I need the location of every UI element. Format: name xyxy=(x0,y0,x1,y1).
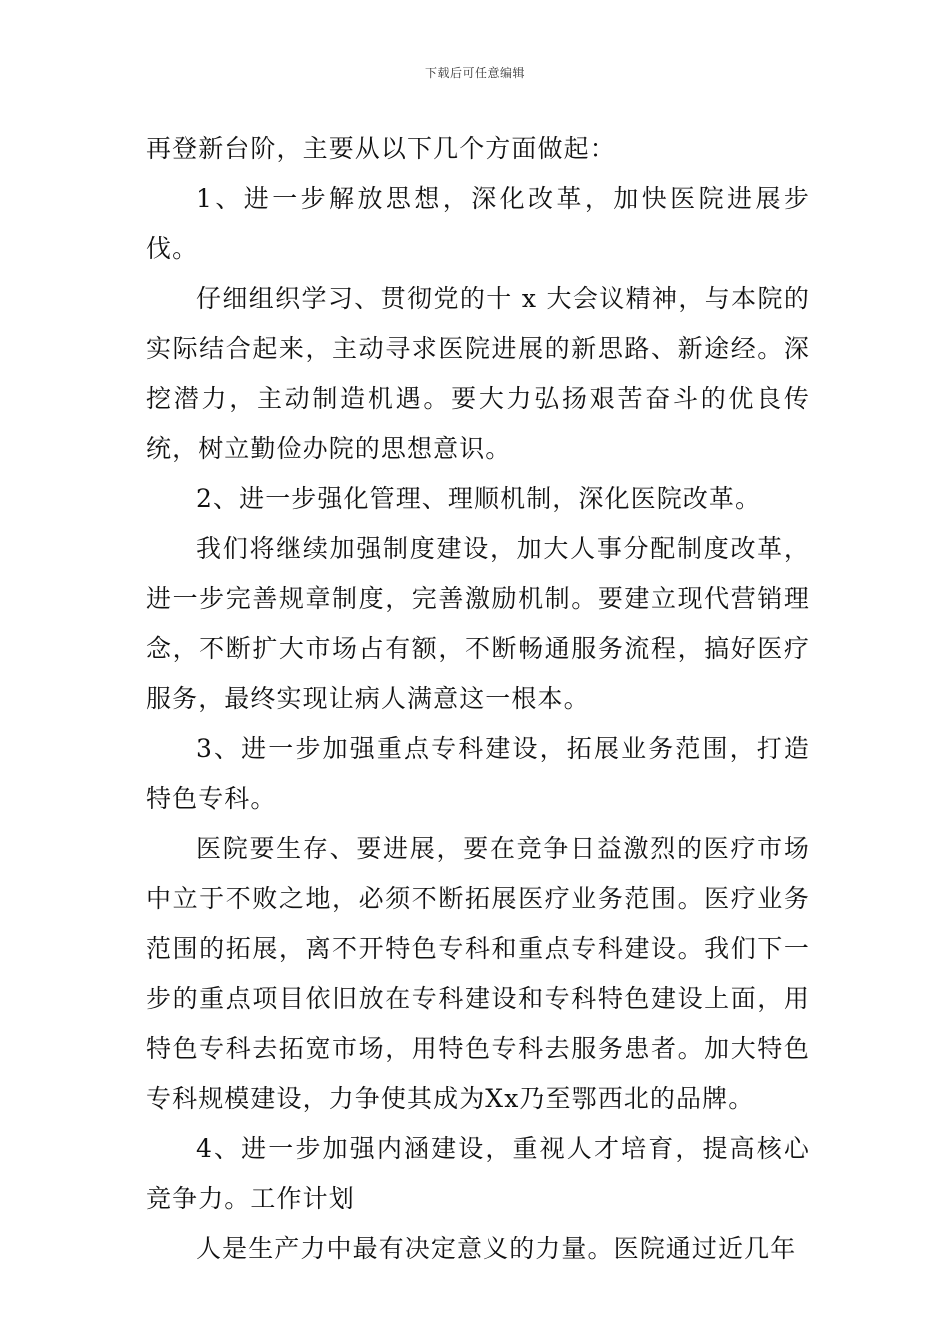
page-header: 下载后可任意编辑 xyxy=(424,66,525,80)
paragraph-3: 医院要生存、要进展，要在竞争日益激烈的医疗市场中立于不败之地，必须不断拓展医疗业务范围。医疗业务范围的拓展，离不开特色专科和重点专科建设。我们下一步的重点项目依旧放在专科建设和专科特色建设上面，用特色专科去拓宽市场，用特色专科去服务患者。加大特色专科规模建设，力争使其成为Xx乃至鄂西北的品牌。 xyxy=(146,834,810,1113)
paragraph-4: 人是生产力中最有决定意义的力量。医院通过近几年 xyxy=(196,1234,797,1263)
section-heading-3: 3、进一步加强重点专科建设，拓展业务范围，打造特色专科。 xyxy=(146,734,810,813)
paragraph-2: 我们将继续加强制度建设，加大人事分配制度改革，进一步完善规章制度，完善激励机制。要建立现代营销理念，不断扩大市场占有额，不断畅通服务流程，搞好医疗服务，最终实现让病人满意这一根本。 xyxy=(146,534,810,713)
paragraph-1: 仔细组织学习、贯彻党的十 x 大会议精神，与本院的实际结合起来，主动寻求医院进展的新思路、新途经。深挖潜力，主动制造机遇。要大力弘扬艰苦奋斗的优良传统，树立勤俭办院的思想意识。 xyxy=(146,284,810,463)
section-heading-4: 4、进一步加强内涵建设，重视人才培育，提高核心竞争力。工作计划 xyxy=(146,1134,810,1213)
section-heading-2: 2、进一步强化管理、理顺机制，深化医院改革。 xyxy=(196,484,762,513)
section-heading-1: 1、进一步解放思想，深化改革，加快医院进展步伐。 xyxy=(146,184,810,263)
document-body xyxy=(146,124,810,1274)
paragraph-intro: 再登新台阶，主要从以下几个方面做起： xyxy=(146,134,616,163)
